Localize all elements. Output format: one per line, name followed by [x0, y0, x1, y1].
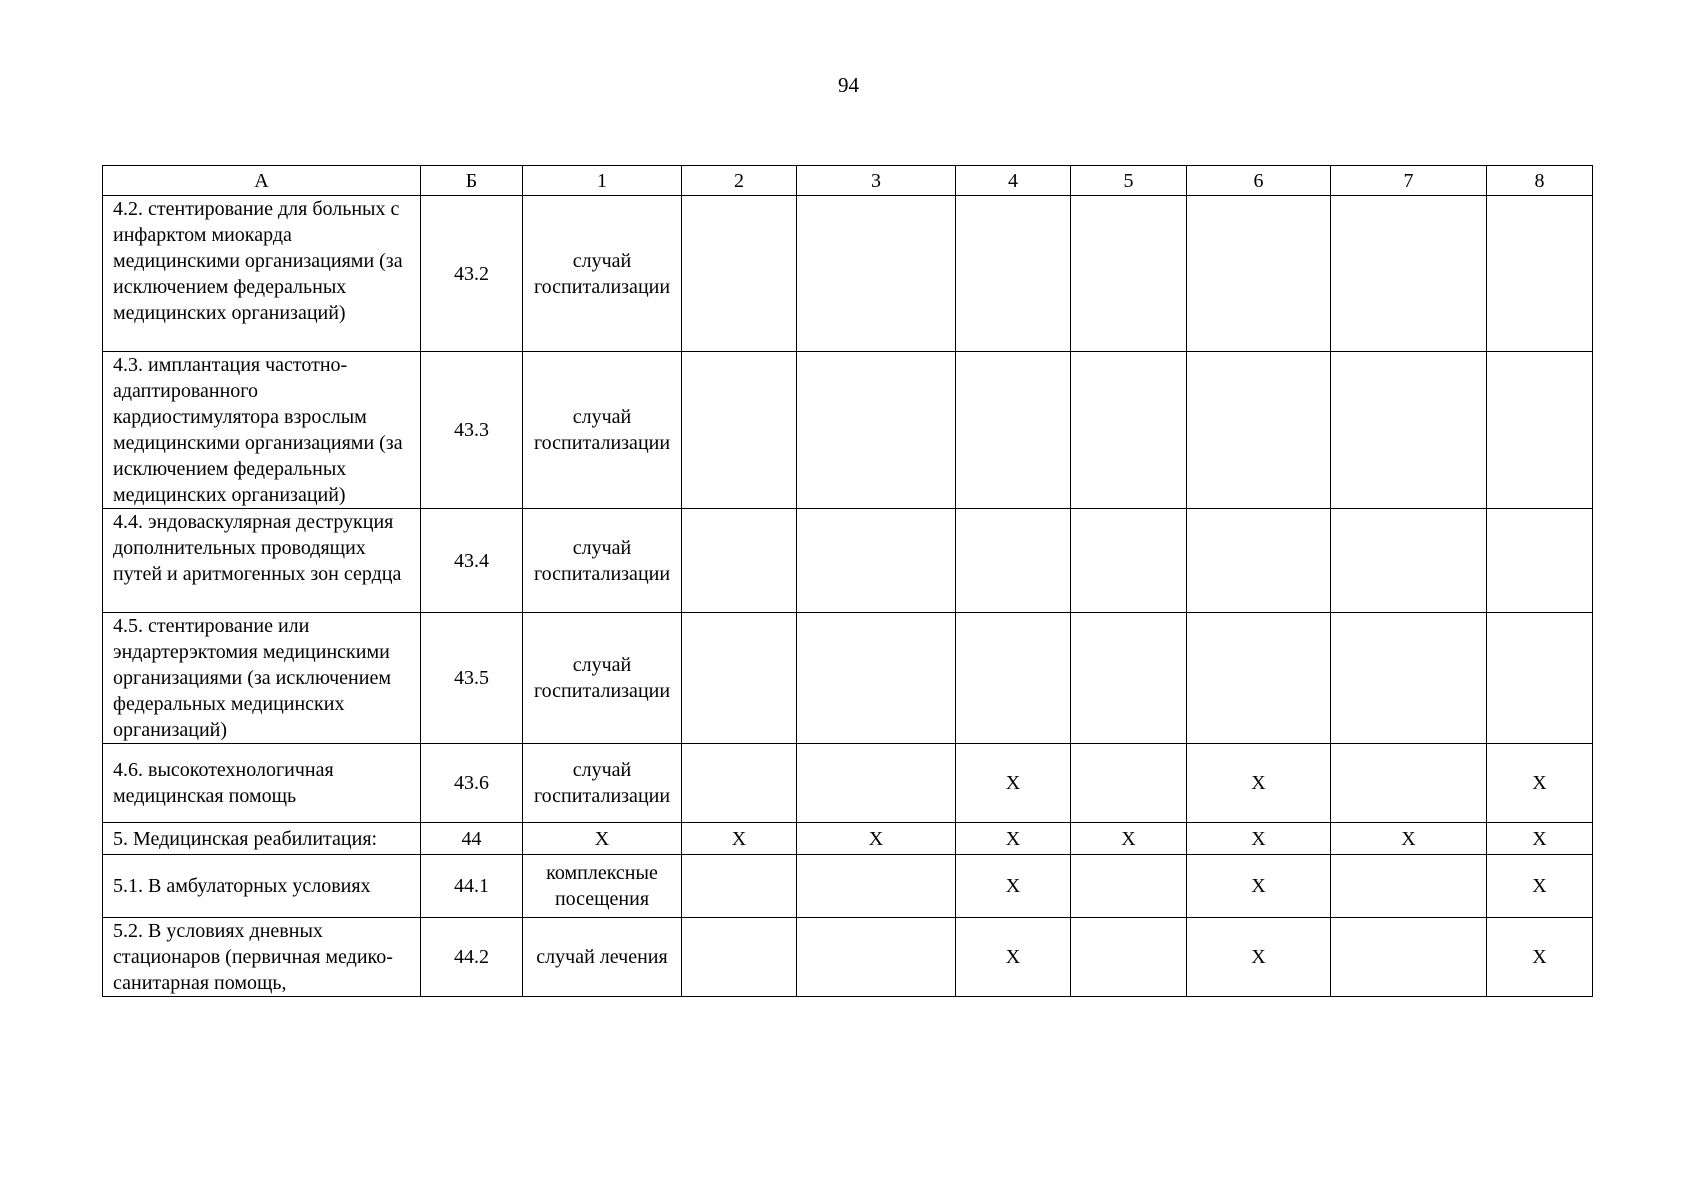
row-value-cell	[797, 613, 956, 744]
row-value-cell	[1187, 352, 1331, 509]
row-unit-cell: случай госпитализации	[523, 196, 682, 352]
header-cell: 7	[1331, 166, 1487, 196]
row-value-cell: X	[956, 823, 1071, 855]
row-value-cell	[1071, 855, 1187, 918]
row-value-cell: X	[1187, 823, 1331, 855]
header-cell: 3	[797, 166, 956, 196]
row-value-cell	[797, 196, 956, 352]
row-value-cell	[682, 613, 797, 744]
row-value-cell	[797, 352, 956, 509]
row-value-cell: X	[956, 744, 1071, 823]
row-unit-cell: комплексные посещения	[523, 855, 682, 918]
row-value-cell: X	[1331, 823, 1487, 855]
row-code-cell: 44.1	[421, 855, 523, 918]
row-value-cell	[682, 196, 797, 352]
row-code-cell: 43.4	[421, 509, 523, 613]
row-unit-cell: случай госпитализации	[523, 352, 682, 509]
row-value-cell: X	[1487, 744, 1593, 823]
row-name-cell: 4.4. эндоваскулярная деструкция дополнительных проводящих путей и аритмогенных зон сердца	[103, 509, 421, 613]
row-value-cell	[956, 509, 1071, 613]
row-value-cell	[682, 744, 797, 823]
document-table	[102, 165, 1593, 997]
row-value-cell: X	[682, 823, 797, 855]
row-value-cell	[956, 613, 1071, 744]
row-value-cell	[682, 509, 797, 613]
row-code-cell: 43.2	[421, 196, 523, 352]
row-value-cell	[1071, 918, 1187, 997]
row-value-cell: X	[1187, 918, 1331, 997]
row-value-cell	[1071, 352, 1187, 509]
row-value-cell	[1187, 196, 1331, 352]
row-value-cell: X	[1187, 744, 1331, 823]
table-row	[103, 613, 1593, 744]
row-value-cell	[1487, 352, 1593, 509]
row-value-cell	[1331, 613, 1487, 744]
table-row	[103, 918, 1593, 997]
row-value-cell	[1331, 744, 1487, 823]
row-value-cell: X	[956, 918, 1071, 997]
header-cell: А	[103, 166, 421, 196]
row-unit-cell: случай госпитализации	[523, 613, 682, 744]
table-row	[103, 352, 1593, 509]
row-code-cell: 43.5	[421, 613, 523, 744]
row-value-cell: X	[1487, 855, 1593, 918]
header-cell: 5	[1071, 166, 1187, 196]
row-unit-cell: X	[523, 823, 682, 855]
row-value-cell	[682, 855, 797, 918]
row-value-cell: X	[1487, 918, 1593, 997]
row-value-cell	[1187, 509, 1331, 613]
row-name-cell: 5.1. В амбулаторных условиях	[103, 855, 421, 918]
row-value-cell	[1331, 352, 1487, 509]
header-cell: 6	[1187, 166, 1331, 196]
row-unit-cell: случай госпитализации	[523, 509, 682, 613]
row-value-cell	[956, 196, 1071, 352]
row-code-cell: 44	[421, 823, 523, 855]
table-row	[103, 823, 1593, 855]
row-name-cell: 4.3. имплантация частотно-адаптированного кардиостимулятора взрослым медицинскими организациями (за исключением федеральных медицинских организаций)	[103, 352, 421, 509]
header-cell: 4	[956, 166, 1071, 196]
table-row	[103, 744, 1593, 823]
row-name-cell: 5. Медицинская реабилитация:	[103, 823, 421, 855]
row-value-cell	[1071, 744, 1187, 823]
row-value-cell	[797, 744, 956, 823]
row-unit-cell: случай госпитализации	[523, 744, 682, 823]
row-value-cell	[682, 918, 797, 997]
row-name-cell: 4.6. высокотехнологичная медицинская помощь	[103, 744, 421, 823]
table-row	[103, 509, 1593, 613]
row-value-cell: X	[1187, 855, 1331, 918]
row-name-cell: 5.2. В условиях дневных стационаров (первичная медико-санитарная помощь,	[103, 918, 421, 997]
row-value-cell	[1487, 613, 1593, 744]
header-cell: 8	[1487, 166, 1593, 196]
row-value-cell	[797, 855, 956, 918]
row-name-cell: 4.2. стентирование для больных с инфарктом миокарда медицинскими организациями (за исключением федеральных медицинских организаций)	[103, 196, 421, 352]
row-value-cell	[1071, 509, 1187, 613]
row-code-cell: 43.6	[421, 744, 523, 823]
row-value-cell: X	[797, 823, 956, 855]
header-cell: Б	[421, 166, 523, 196]
row-unit-cell: случай лечения	[523, 918, 682, 997]
row-value-cell	[1487, 509, 1593, 613]
row-value-cell: X	[1487, 823, 1593, 855]
row-value-cell	[1331, 196, 1487, 352]
row-value-cell: X	[956, 855, 1071, 918]
row-value-cell	[1187, 613, 1331, 744]
row-value-cell	[1331, 855, 1487, 918]
table-row	[103, 855, 1593, 918]
row-value-cell	[1071, 196, 1187, 352]
table-row	[103, 196, 1593, 352]
row-code-cell: 43.3	[421, 352, 523, 509]
row-value-cell	[1331, 918, 1487, 997]
row-value-cell	[682, 352, 797, 509]
header-cell: 2	[682, 166, 797, 196]
row-value-cell	[956, 352, 1071, 509]
table-header-row	[103, 166, 1593, 196]
row-value-cell	[1071, 613, 1187, 744]
row-value-cell	[797, 509, 956, 613]
page-number: 94	[838, 73, 859, 97]
row-value-cell	[797, 918, 956, 997]
row-value-cell	[1487, 196, 1593, 352]
row-value-cell	[1331, 509, 1487, 613]
header-cell: 1	[523, 166, 682, 196]
row-code-cell: 44.2	[421, 918, 523, 997]
row-value-cell: X	[1071, 823, 1187, 855]
row-name-cell: 4.5. стентирование или эндартерэктомия медицинскими организациями (за исключением федеральных медицинских организаций)	[103, 613, 421, 744]
